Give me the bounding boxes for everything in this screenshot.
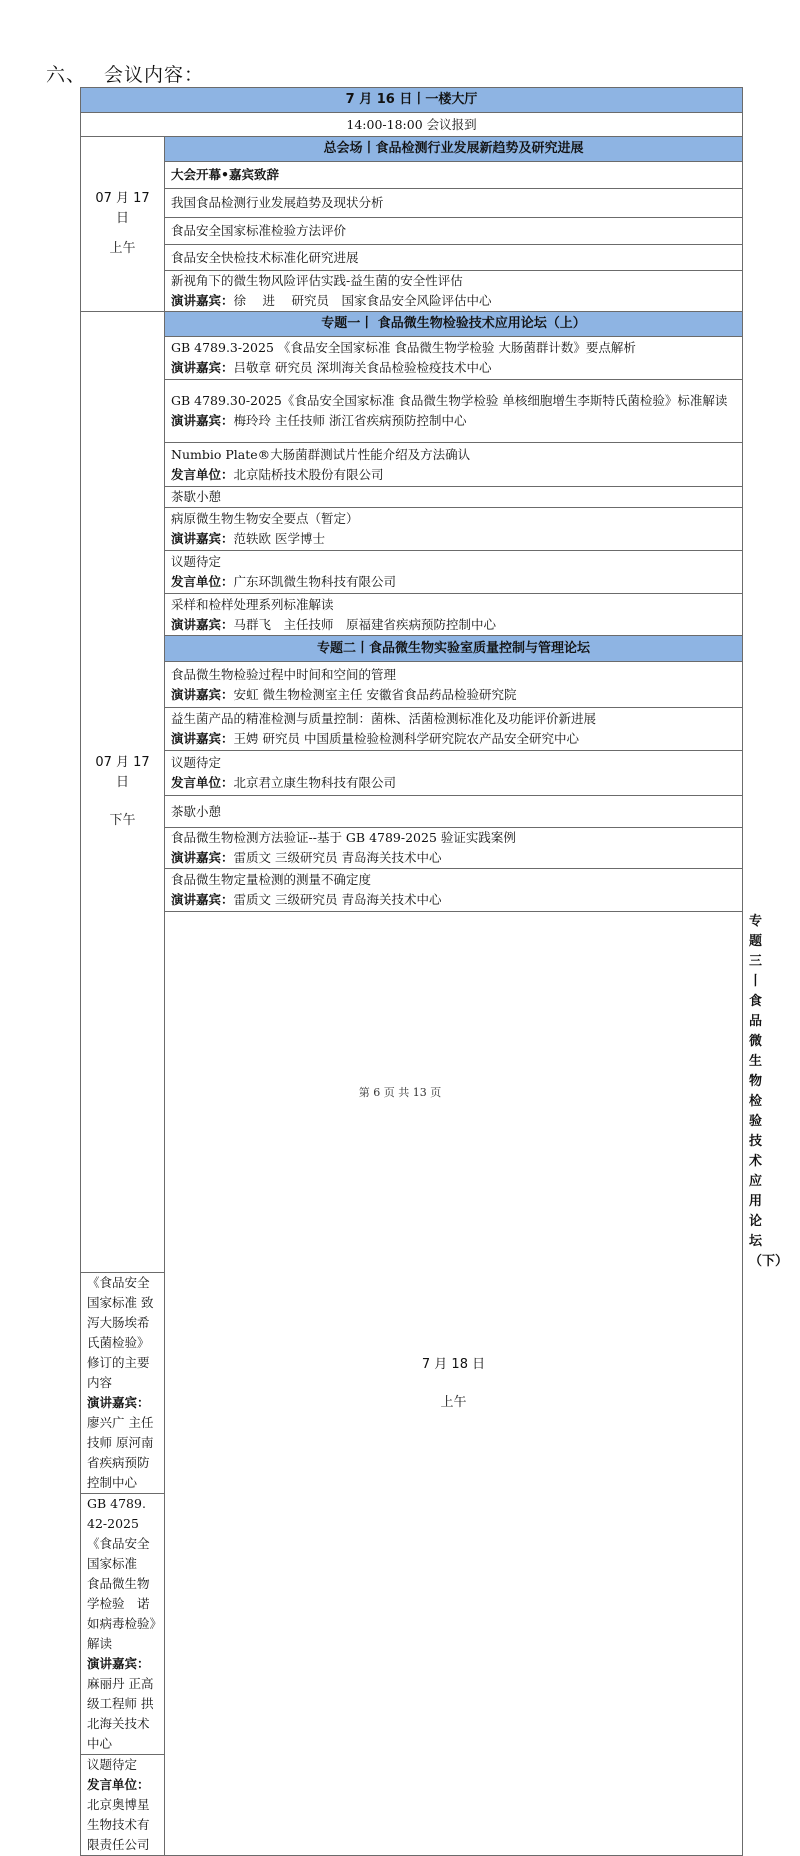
- speaker-info: 梅玲玲 主任技师 浙江省疾病预防控制中心: [233, 413, 467, 428]
- agenda-item: [165, 594, 743, 636]
- speaker-label: 演讲嘉宾：: [87, 1395, 150, 1410]
- item-title: 议题待定: [171, 554, 222, 569]
- item-title: 议题待定: [171, 755, 222, 770]
- agenda-item: [165, 337, 743, 380]
- agenda-item: [81, 1755, 165, 1856]
- speaker-info: 麻丽丹 正高级工程师 拱北海关技术中心: [87, 1676, 154, 1751]
- speaker-label: 演讲嘉宾：: [87, 1656, 150, 1671]
- speaker-label: 演讲嘉宾：: [171, 892, 234, 907]
- speaker-label: 演讲嘉宾：: [171, 686, 234, 702]
- speaker-label: 演讲嘉宾：: [171, 531, 234, 546]
- agenda-item: [165, 869, 743, 912]
- date-cell-0717-am: [81, 137, 165, 312]
- date-cell-0717-pm: [81, 312, 165, 1273]
- speaker-info: 王娉 研究员 中国质量检验检测科学研究院农产品安全研究中心: [233, 731, 579, 746]
- item-title: 食品安全国家标准检验方法评价: [171, 223, 347, 238]
- item-title: 采样和检样处理系列标准解读: [171, 596, 334, 612]
- date-label: 07 月 17 日: [95, 191, 150, 226]
- registration-row: 14:00-18:00 会议报到: [81, 113, 743, 137]
- agenda-item: [165, 751, 743, 796]
- speaker-label: 发言单位：: [171, 466, 234, 482]
- session-header: 总会场丨食品检测行业发展新趋势及研究进展: [165, 137, 743, 162]
- agenda-item: [165, 245, 743, 271]
- agenda-item: [165, 218, 743, 245]
- date-label: 7 月 18 日: [421, 1356, 486, 1372]
- agenda-item: [165, 662, 743, 708]
- section-heading: [46, 60, 204, 87]
- item-title: 茶歇小憩: [171, 489, 222, 504]
- speaker-label: 演讲嘉宾：: [171, 293, 234, 308]
- agenda-item: [165, 162, 743, 189]
- item-title: 议题待定: [87, 1757, 138, 1772]
- speaker-label: 演讲嘉宾：: [171, 616, 234, 632]
- agenda-item: [165, 443, 743, 487]
- agenda-item: [165, 508, 743, 551]
- item-title: 新视角下的微生物风险评估实践-益生菌的安全性评估: [171, 273, 463, 288]
- speaker-label: 发言单位：: [87, 1777, 150, 1792]
- item-title: 大会开幕•嘉宾致辞: [171, 167, 279, 182]
- item-title: 茶歇小憩: [171, 803, 222, 819]
- agenda-item: [165, 380, 743, 443]
- period-label: 上午: [440, 1394, 467, 1410]
- agenda-item: [165, 189, 743, 218]
- period-label: 上午: [109, 241, 136, 256]
- speaker-label: 演讲嘉宾：: [171, 360, 234, 375]
- speaker-info: 马群飞 主任技师 原福建省疾病预防控制中心: [233, 616, 497, 632]
- section-number: 六、: [46, 64, 87, 86]
- speaker-label: 演讲嘉宾：: [171, 850, 234, 865]
- agenda-item: [81, 1494, 165, 1755]
- break-item: [165, 796, 743, 828]
- speaker-info: 吕敬章 研究员 深圳海关食品检验检疫技术中心: [233, 360, 492, 375]
- item-title: 食品安全快检技术标准化研究进展: [171, 249, 359, 265]
- speaker-info: 北京君立康生物科技有限公司: [233, 775, 397, 790]
- speaker-info: 北京陆桥技术股份有限公司: [233, 466, 384, 482]
- date-cell-0718-am: [165, 912, 743, 1856]
- speaker-info: 安虹 微生物检测室主任 安徽省食品药品检验研究院: [233, 686, 517, 702]
- item-title: 《食品安全国家标准 致泻大肠埃希氏菌检验》修订的主要内容: [87, 1275, 154, 1390]
- item-title: 食品微生物检测方法验证--基于 GB 4789-2025 验证实践案例: [171, 830, 516, 845]
- day-header: 7 月 16 日丨一楼大厅: [81, 88, 743, 113]
- speaker-info: 北京奥博星生物技术有限责任公司: [87, 1797, 150, 1852]
- forum-header: 专题二丨食品微生物实验室质量控制与管理论坛: [165, 636, 743, 662]
- agenda-item: [165, 551, 743, 594]
- item-title: 我国食品检测行业发展趋势及现状分析: [171, 195, 384, 210]
- item-title: GB 4789.30-2025《食品安全国家标准 食品微生物学检验 单核细胞增生李斯特氏菌检验》标准解读: [171, 393, 728, 408]
- section-title: 会议内容：: [104, 64, 205, 86]
- agenda-item: [165, 271, 743, 312]
- item-title: Numbio Plate®大肠菌群测试片性能介绍及方法确认: [171, 446, 471, 462]
- date-label: 07 月 17 日: [95, 755, 150, 790]
- speaker-info: 廖兴广 主任技师 原河南省疾病预防控制中心: [87, 1415, 154, 1490]
- agenda-table: 7 月 16 日丨一楼大厅 14:00-18:00 会议报到 07 月 17 日 上午 总会场丨食品检测行业发展新趋势及研究进展 大会开幕•嘉宾致辞 我国食品检测行业发展趋势及现状分析 食品安全国家标准检验方法评价 食品安全快检技术标准化研究进展 新视角下的微生物风险评估实践-益生菌的安全性评估 演讲嘉宾：徐 进 研究员 国家食品安全风险评估中心 07 月 17 日 下午 专题一丨 食品微生物检验技术应用论坛（上） GB 4789.3-2025 《食品安全国家标准 食品微生物学检验 大肠菌群计数》要点解析 演讲嘉宾：吕敬章 研究员 深圳海关食品检验检疫技术中心 GB 4789.30-2025《食品安全国家标准 食品微生物学检验 单核细胞增生李斯特氏菌检验》标准解读 演讲嘉宾：梅玲玲 主任技师 浙江省疾病预防控制中心 Numbio Plate®大肠菌群测试片性能介绍及方法确认 发言单位：北京陆桥技术股份有限公司 茶歇小憩 病原微生物生物安全要点（暂定） 演讲嘉宾：范轶欧 医学博士 议题待定 发言单位：广东环凯微生物科技有限公司 采样和检样处理系列标准解读 演讲嘉宾：马群飞 主任技师 原福建省疾病预防控制中心 专题二丨食品微生物实验室质量控制与管理论坛 食品微生物检验过程中时间和空间的管理 演讲嘉宾：安虹 微生物检测室主任 安徽省食品药品检验研究院 益生菌产品的精准检测与质量控制：菌株、活菌检测标准化及功能评价新进展 演讲嘉宾：王娉 研究员 中国质量检验检测科学研究院农产品安全研究中心 议题待定 发言单位：北京君立康生物科技有限公司 茶歇小憩 食品微生物检测方法验证--基于 GB 4789-2025 验证实践案例 演讲嘉宾：雷质文 三级研究员 青岛海关技术中心 食品微生物定量检测的测量不确定度 演讲嘉宾：雷质文 三级研究员 青岛海关技术中心 7 月 18 日 上午 专题三丨 食品微生物检验技术应用论坛（下） 《食品安全国家标准 致泻大肠埃希氏菌检验》修订的主要内容 演讲嘉宾：廖兴广 主任技师 原河南省疾病预防控制中心 GB 4789. 42-2025《食品安全国家标准 食品微生物学检验 诺如病毒检验》解读 演讲嘉宾：麻丽丹 正高级工程师 拱北海关技术中心 议题待定 发言单位：北京奥博星生物技术有限责任公司: [80, 87, 743, 1856]
- speaker-info: 徐 进 研究员 国家食品安全风险评估中心: [233, 293, 492, 308]
- speaker-info: 广东环凯微生物科技有限公司: [233, 574, 397, 589]
- page-footer: 第 6 页 共 13 页: [358, 1086, 442, 1099]
- agenda-item: [165, 708, 743, 751]
- speaker-info: 雷质文 三级研究员 青岛海关技术中心: [233, 850, 442, 865]
- item-title: 食品微生物定量检测的测量不确定度: [171, 872, 372, 887]
- item-title: 食品微生物检验过程中时间和空间的管理: [171, 666, 397, 682]
- speaker-label: 发言单位：: [171, 775, 234, 790]
- item-title: GB 4789. 42-2025《食品安全国家标准 食品微生物学检验 诺如病毒检验》解读: [87, 1496, 156, 1651]
- speaker-label: 发言单位：: [171, 574, 234, 589]
- item-title: 病原微生物生物安全要点（暂定）: [171, 511, 359, 526]
- break-item: [165, 487, 743, 508]
- item-title: 益生菌产品的精准检测与质量控制：菌株、活菌检测标准化及功能评价新进展: [171, 711, 597, 726]
- speaker-info: 范轶欧 医学博士: [233, 531, 325, 546]
- period-label: 下午: [109, 813, 136, 828]
- speaker-label: 演讲嘉宾：: [171, 731, 234, 746]
- forum-header: 专题一丨 食品微生物检验技术应用论坛（上）: [165, 312, 743, 337]
- agenda-item: [165, 828, 743, 869]
- speaker-info: 雷质文 三级研究员 青岛海关技术中心: [233, 892, 442, 907]
- agenda-item: [81, 1273, 165, 1494]
- item-title: GB 4789.3-2025 《食品安全国家标准 食品微生物学检验 大肠菌群计数》要点解析: [171, 340, 636, 355]
- speaker-label: 演讲嘉宾：: [171, 413, 234, 428]
